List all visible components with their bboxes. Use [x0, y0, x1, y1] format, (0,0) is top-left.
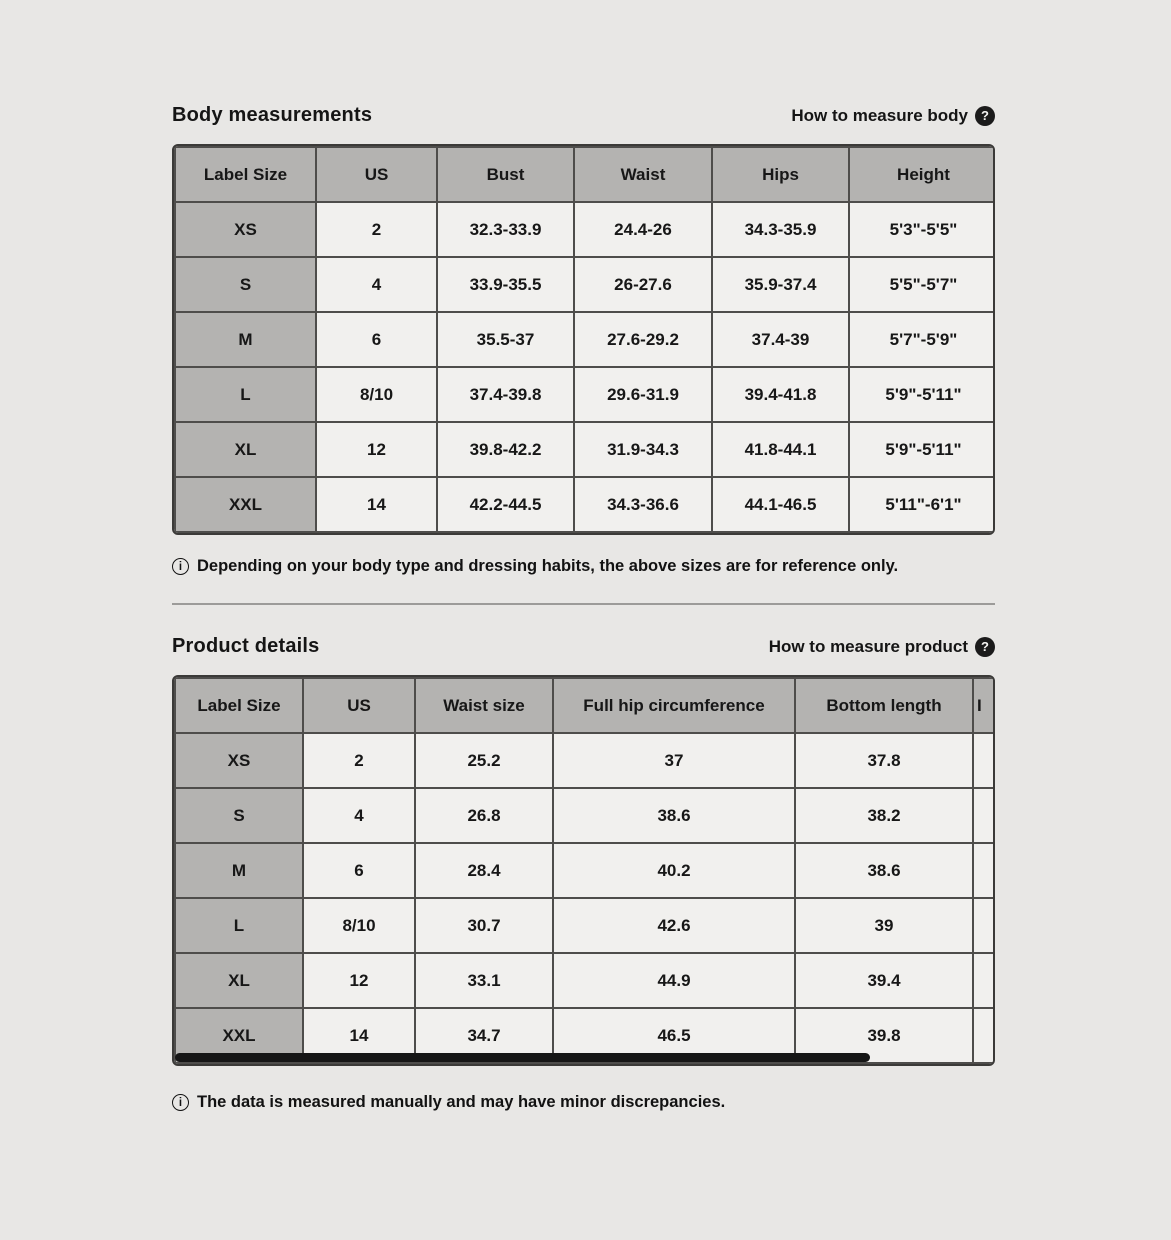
- question-mark-icon[interactable]: ?: [975, 106, 995, 126]
- table-cell: 5'5"-5'7": [849, 257, 995, 312]
- table-cell: [973, 953, 995, 1008]
- row-label-cell: S: [175, 257, 316, 312]
- info-icon: i: [172, 1094, 189, 1111]
- table-cell: 30.7: [415, 898, 553, 953]
- column-header-clipped: I: [973, 678, 995, 733]
- table-row: [175, 953, 995, 1008]
- table-cell: 38.2: [795, 788, 973, 843]
- body-table-header-row: [175, 147, 995, 202]
- body-measurements-note: [172, 557, 995, 576]
- table-cell: 37.4-39.8: [437, 367, 574, 422]
- table-cell: 5'9"-5'11": [849, 367, 995, 422]
- column-header-hips: Hips: [712, 147, 849, 202]
- note-text: The data is measured manually and may have minor discrepancies.: [197, 1093, 726, 1111]
- table-cell: 42.6: [553, 898, 795, 953]
- table-cell: [973, 898, 995, 953]
- table-cell: 39.4: [795, 953, 973, 1008]
- table-cell: 29.6-31.9: [574, 367, 712, 422]
- table-cell: 37.8: [795, 733, 973, 788]
- column-header-us: US: [303, 678, 415, 733]
- table-cell: 12: [316, 422, 437, 477]
- table-cell: 35.5-37: [437, 312, 574, 367]
- how-to-measure-product-link[interactable]: [769, 637, 995, 657]
- column-header-bottom-length: Bottom length: [795, 678, 973, 733]
- product-details-note: [172, 1093, 995, 1112]
- table-cell: 6: [303, 843, 415, 898]
- table-cell: 24.4-26: [574, 202, 712, 257]
- table-cell: 5'9"-5'11": [849, 422, 995, 477]
- row-label-cell: XXL: [175, 1008, 303, 1063]
- table-cell: 46.5: [553, 1008, 795, 1063]
- size-guide-content: [172, 0, 995, 1112]
- row-label-cell: XS: [175, 202, 316, 257]
- column-header-waist-size: Waist size: [415, 678, 553, 733]
- row-label-cell: M: [175, 843, 303, 898]
- body-measurements-table: [172, 144, 995, 535]
- note-text: Depending on your body type and dressing habits, the above sizes are for reference only.: [197, 557, 899, 575]
- table-cell: 37.4-39: [712, 312, 849, 367]
- table-cell: 34.7: [415, 1008, 553, 1063]
- table-cell: 40.2: [553, 843, 795, 898]
- table-cell: 28.4: [415, 843, 553, 898]
- body-measurements-header: [172, 104, 995, 127]
- column-header-bust: Bust: [437, 147, 574, 202]
- table-cell: 14: [303, 1008, 415, 1063]
- section-divider: [172, 603, 995, 605]
- table-cell: 39.8: [795, 1008, 973, 1063]
- table-cell: 42.2-44.5: [437, 477, 574, 532]
- table-row: [175, 202, 995, 257]
- table-cell: 4: [316, 257, 437, 312]
- table-cell: 2: [303, 733, 415, 788]
- table-cell: 14: [316, 477, 437, 532]
- column-header-us: US: [316, 147, 437, 202]
- table-cell: [973, 843, 995, 898]
- table-cell: 34.3-35.9: [712, 202, 849, 257]
- row-label-cell: S: [175, 788, 303, 843]
- body-measurements-title: Body measurements: [172, 104, 373, 126]
- table-cell: 2: [316, 202, 437, 257]
- table-row: [175, 477, 995, 532]
- row-label-cell: M: [175, 312, 316, 367]
- product-details-header: [172, 635, 995, 658]
- product-table-header-row: [175, 678, 995, 733]
- product-details-title: Product details: [172, 635, 320, 657]
- table-cell: 39.8-42.2: [437, 422, 574, 477]
- table-row: [175, 257, 995, 312]
- table-cell: 26-27.6: [574, 257, 712, 312]
- column-header-full-hip: Full hip circumference: [553, 678, 795, 733]
- table-cell: 8/10: [316, 367, 437, 422]
- table-cell: 35.9-37.4: [712, 257, 849, 312]
- table-cell: 41.8-44.1: [712, 422, 849, 477]
- product-details-table: [172, 675, 995, 1066]
- table-row: [175, 843, 995, 898]
- table-cell: 44.9: [553, 953, 795, 1008]
- table-cell: 5'11"-6'1": [849, 477, 995, 532]
- row-label-cell: XS: [175, 733, 303, 788]
- table-cell: 5'7"-5'9": [849, 312, 995, 367]
- table-cell: 27.6-29.2: [574, 312, 712, 367]
- table-cell: 38.6: [553, 788, 795, 843]
- table-cell: 26.8: [415, 788, 553, 843]
- table-row: [175, 422, 995, 477]
- table-cell: 31.9-34.3: [574, 422, 712, 477]
- table-cell: [973, 1008, 995, 1063]
- column-header-waist: Waist: [574, 147, 712, 202]
- column-header-height: Height: [849, 147, 995, 202]
- table-cell: [973, 733, 995, 788]
- table-cell: 12: [303, 953, 415, 1008]
- table-row: [175, 367, 995, 422]
- table-cell: 39: [795, 898, 973, 953]
- table-row: [175, 312, 995, 367]
- how-to-measure-body-link[interactable]: [791, 106, 995, 126]
- table-row: [175, 898, 995, 953]
- table-cell: 44.1-46.5: [712, 477, 849, 532]
- row-label-cell: XL: [175, 953, 303, 1008]
- row-label-cell: L: [175, 898, 303, 953]
- row-label-cell: L: [175, 367, 316, 422]
- column-header-label-size: Label Size: [175, 678, 303, 733]
- table-cell: 34.3-36.6: [574, 477, 712, 532]
- table-cell: 32.3-33.9: [437, 202, 574, 257]
- table-cell: 5'3"-5'5": [849, 202, 995, 257]
- info-icon: i: [172, 558, 189, 575]
- table-cell: 33.1: [415, 953, 553, 1008]
- table-cell: 39.4-41.8: [712, 367, 849, 422]
- table-cell: 37: [553, 733, 795, 788]
- column-header-label-size: Label Size: [175, 147, 316, 202]
- how-to-measure-product-label: How to measure product: [768, 636, 968, 656]
- table-row: [175, 788, 995, 843]
- row-label-cell: XL: [175, 422, 316, 477]
- horizontal-scrollbar-thumb[interactable]: [175, 1053, 870, 1062]
- table-cell: 4: [303, 788, 415, 843]
- how-to-measure-body-label: How to measure body: [791, 105, 968, 125]
- table-cell: 38.6: [795, 843, 973, 898]
- table-cell: 25.2: [415, 733, 553, 788]
- table-cell: [973, 788, 995, 843]
- table-cell: 6: [316, 312, 437, 367]
- table-cell: 33.9-35.5: [437, 257, 574, 312]
- question-mark-icon[interactable]: ?: [975, 637, 995, 657]
- table-cell: 8/10: [303, 898, 415, 953]
- row-label-cell: XXL: [175, 477, 316, 532]
- table-row: [175, 733, 995, 788]
